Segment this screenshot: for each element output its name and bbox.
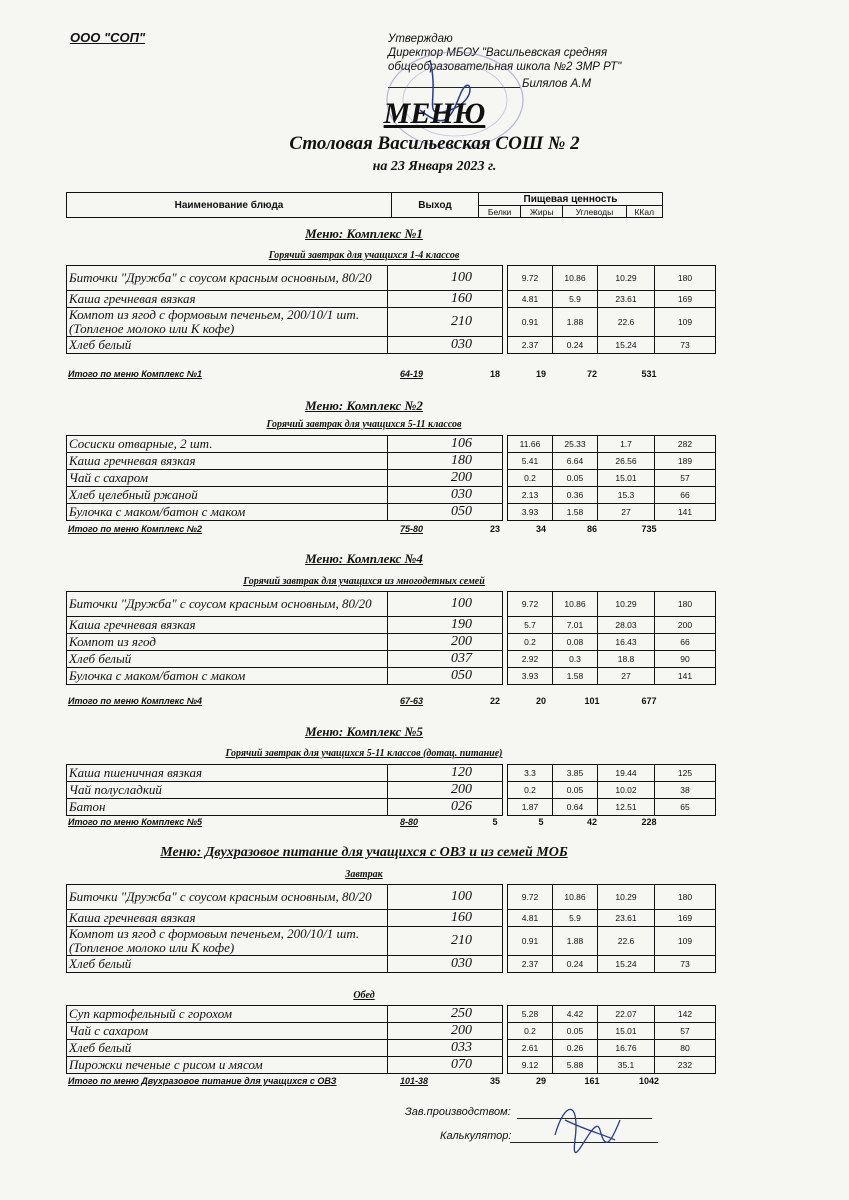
dish-name: Биточки "Дружба" с соусом красным основным, 80/20 (67, 885, 388, 910)
kcal-value: 169 (655, 910, 716, 927)
carbs-value: 27 (598, 504, 655, 521)
protein-value: 9.12 (508, 1057, 553, 1074)
section-total (68, 1076, 668, 1090)
fat-value: 10.86 (553, 266, 598, 291)
total-label: Итого по меню Комплекс №2 (68, 524, 203, 534)
table-row (67, 910, 716, 927)
section-title: Меню: Комплекс №5 (305, 724, 423, 739)
protein-value: 3.93 (508, 668, 553, 685)
kcal-value: 180 (655, 885, 716, 910)
carbs-value: 18.8 (598, 651, 655, 668)
approval-line-2: Директор МБОУ "Васильевская средняя (388, 47, 608, 59)
dish-name: Булочка с маком/батон с маком (67, 668, 388, 685)
section-total (68, 696, 668, 710)
fat-value: 1.58 (553, 668, 598, 685)
dish-output: 037 (388, 651, 503, 668)
kcal-value: 232 (655, 1057, 716, 1074)
page-title: МЕНЮ (383, 97, 486, 130)
organization-name: ООО "СОП" (70, 30, 146, 45)
dish-output: 100 (388, 885, 503, 910)
fat-value: 0.05 (553, 1023, 598, 1040)
total-kcal: 531 (641, 369, 657, 379)
fat-value: 7.01 (553, 617, 598, 634)
protein-value: 0.2 (508, 634, 553, 651)
dish-name: Хлеб целебный ржаной (67, 487, 388, 504)
dish-output: 030 (388, 487, 503, 504)
table-row (67, 782, 716, 799)
table-row (67, 487, 716, 504)
menu-date: на 23 Января 2023 г. (372, 159, 497, 174)
protein-value: 9.72 (508, 885, 553, 910)
header-carbs: Углеводы (563, 206, 626, 218)
protein-value: 2.37 (508, 956, 553, 973)
fat-value: 5.88 (553, 1057, 598, 1074)
dish-output: 180 (388, 453, 503, 470)
total-kcal: 735 (641, 524, 657, 534)
fat-value: 25.33 (553, 436, 598, 453)
kcal-value: 125 (655, 765, 716, 782)
section-total (68, 817, 668, 831)
section-title: Меню: Комплекс №4 (305, 551, 423, 566)
table-row (67, 504, 716, 521)
section-title: Меню: Комплекс №2 (305, 398, 423, 413)
carbs-value: 22.07 (598, 1006, 655, 1023)
total-carbs: 101 (584, 696, 600, 706)
canteen-name: Столовая Васильевская СОШ № 2 (289, 133, 580, 154)
dish-output: 210 (388, 927, 503, 956)
menu-table (66, 435, 716, 521)
total-output: 64-19 (400, 369, 424, 379)
total-protein: 35 (489, 1076, 500, 1086)
protein-value: 3.3 (508, 765, 553, 782)
carbs-value: 16.76 (598, 1040, 655, 1057)
dish-output: 160 (388, 291, 503, 308)
dish-output: 200 (388, 470, 503, 487)
protein-value: 4.81 (508, 910, 553, 927)
dish-name: Каша гречневая вязкая (67, 617, 388, 634)
fat-value: 10.86 (553, 885, 598, 910)
table-row (67, 1006, 716, 1023)
carbs-value: 15.01 (598, 1023, 655, 1040)
table-row (67, 1057, 716, 1074)
footer-signature (545, 1090, 625, 1155)
total-carbs: 72 (586, 369, 597, 379)
total-label: Итого по меню Комплекс №4 (68, 696, 203, 706)
carbs-value: 10.29 (598, 592, 655, 617)
dish-name: Чай полусладкий (67, 782, 388, 799)
dish-output: 033 (388, 1040, 503, 1057)
protein-value: 2.92 (508, 651, 553, 668)
kcal-value: 73 (655, 956, 716, 973)
section-subtitle: Горячий завтрак для учащихся 5-11 классов (дотац. питание) (225, 748, 503, 759)
carbs-value: 28.03 (598, 617, 655, 634)
table-row (67, 337, 716, 354)
total-protein: 5 (492, 817, 498, 827)
table-row (67, 1023, 716, 1040)
total-fat: 29 (535, 1076, 546, 1086)
fat-value: 0.05 (553, 470, 598, 487)
carbs-value: 10.02 (598, 782, 655, 799)
dish-output: 100 (388, 266, 503, 291)
protein-value: 2.37 (508, 337, 553, 354)
menu-table (66, 591, 716, 685)
dish-output: 070 (388, 1057, 503, 1074)
fat-value: 5.9 (553, 910, 598, 927)
protein-value: 0.2 (508, 470, 553, 487)
kcal-value: 180 (655, 266, 716, 291)
table-row (67, 308, 716, 337)
dish-name: Чай с сахаром (67, 470, 388, 487)
total-carbs: 42 (586, 817, 597, 827)
kcal-value: 141 (655, 504, 716, 521)
kcal-value: 57 (655, 470, 716, 487)
fat-value: 0.24 (553, 337, 598, 354)
total-label: Итого по меню Комплекс №5 (68, 817, 203, 827)
dish-output: 100 (388, 592, 503, 617)
header-dish: Наименование блюда (67, 193, 392, 218)
dish-name: Сосиски отварные, 2 шт. (67, 436, 388, 453)
carbs-value: 12.51 (598, 799, 655, 816)
table-row (67, 1040, 716, 1057)
dish-name: Хлеб белый (67, 337, 388, 354)
section-subtitle: Горячий завтрак для учащихся 5-11 классов (266, 419, 462, 430)
fat-value: 1.88 (553, 927, 598, 956)
kcal-value: 282 (655, 436, 716, 453)
table-row (67, 927, 716, 956)
dish-name: Батон (67, 799, 388, 816)
total-fat: 20 (535, 696, 546, 706)
fat-value: 0.05 (553, 782, 598, 799)
dish-name: Биточки "Дружба" с соусом красным основным, 80/20 (67, 266, 388, 291)
protein-value: 5.28 (508, 1006, 553, 1023)
kcal-value: 38 (655, 782, 716, 799)
kcal-value: 80 (655, 1040, 716, 1057)
fat-value: 10.86 (553, 592, 598, 617)
total-output: 75-80 (400, 524, 424, 534)
table-header (66, 192, 663, 218)
carbs-value: 23.61 (598, 910, 655, 927)
fat-value: 0.08 (553, 634, 598, 651)
protein-value: 4.81 (508, 291, 553, 308)
dish-name: Компот из ягод с формовым печеньем, 200/10/1 шт. (Топленое молоко или К кофе) (67, 308, 388, 337)
kcal-value: 66 (655, 487, 716, 504)
total-fat: 34 (535, 524, 546, 534)
dish-name: Булочка с маком/батон с маком (67, 504, 388, 521)
dish-output: 030 (388, 956, 503, 973)
kcal-value: 169 (655, 291, 716, 308)
production-manager-label: Зав.производством: (405, 1106, 511, 1118)
dish-name: Биточки "Дружба" с соусом красным основным, 80/20 (67, 592, 388, 617)
fat-value: 0.64 (553, 799, 598, 816)
kcal-value: 141 (655, 668, 716, 685)
protein-value: 0.2 (508, 1023, 553, 1040)
protein-value: 11.66 (508, 436, 553, 453)
dish-output: 160 (388, 910, 503, 927)
menu-table (66, 884, 716, 973)
kcal-value: 180 (655, 592, 716, 617)
carbs-value: 15.3 (598, 487, 655, 504)
protein-value: 9.72 (508, 266, 553, 291)
total-label: Итого по меню Двухразовое питание для учащихся с ОВЗ (68, 1076, 337, 1086)
kcal-value: 189 (655, 453, 716, 470)
table-row (67, 765, 716, 782)
kcal-value: 90 (655, 651, 716, 668)
menu-table (66, 764, 716, 816)
table-row (67, 291, 716, 308)
dish-output: 250 (388, 1006, 503, 1023)
fat-value: 6.64 (553, 453, 598, 470)
dish-output: 050 (388, 668, 503, 685)
fat-value: 5.9 (553, 291, 598, 308)
kcal-value: 200 (655, 617, 716, 634)
dish-output: 200 (388, 634, 503, 651)
carbs-value: 22.6 (598, 308, 655, 337)
protein-value: 1.87 (508, 799, 553, 816)
total-label: Итого по меню Комплекс №1 (68, 369, 203, 379)
menu-table (66, 1005, 716, 1074)
protein-value: 3.93 (508, 504, 553, 521)
section-title: Меню: Двухразовое питание для учащихся с ОВЗ и из семей МОБ (160, 845, 568, 860)
carbs-value: 15.24 (598, 337, 655, 354)
section-subtitle: Завтрак (345, 869, 383, 880)
table-row (67, 592, 716, 617)
menu-table (66, 265, 716, 354)
total-carbs: 86 (586, 524, 597, 534)
table-row (67, 436, 716, 453)
dish-output: 120 (388, 765, 503, 782)
dish-name: Каша гречневая вязкая (67, 453, 388, 470)
fat-value: 0.24 (553, 956, 598, 973)
total-protein: 18 (489, 369, 500, 379)
dish-output: 190 (388, 617, 503, 634)
section-title: Меню: Комплекс №1 (305, 226, 423, 241)
total-fat: 5 (538, 817, 544, 827)
table-row (67, 470, 716, 487)
carbs-value: 1.7 (598, 436, 655, 453)
table-row (67, 634, 716, 651)
section-total (68, 369, 668, 383)
dish-output: 050 (388, 504, 503, 521)
fat-value: 0.26 (553, 1040, 598, 1057)
fat-value: 0.36 (553, 487, 598, 504)
total-protein: 23 (489, 524, 500, 534)
carbs-value: 15.01 (598, 470, 655, 487)
carbs-value: 23.61 (598, 291, 655, 308)
section-subtitle: Горячий завтрак для учащихся из многодетных семей (243, 576, 485, 587)
total-protein: 22 (489, 696, 500, 706)
table-row (67, 266, 716, 291)
header-nutrition: Пищевая ценность (479, 193, 663, 206)
dish-name: Компот из ягод (67, 634, 388, 651)
fat-value: 3.85 (553, 765, 598, 782)
dish-output: 026 (388, 799, 503, 816)
dish-output: 210 (388, 308, 503, 337)
header-protein: Белки (479, 206, 521, 218)
dish-name: Суп картофельный с горохом (67, 1006, 388, 1023)
dish-name: Каша пшеничная вязкая (67, 765, 388, 782)
section-subtitle-2: Обед (353, 990, 375, 1001)
table-row (67, 885, 716, 910)
section-subtitle: Горячий завтрак для учащихся 1-4 классов (268, 250, 460, 261)
fat-value: 1.58 (553, 504, 598, 521)
header-kcal: ККал (626, 206, 662, 218)
director-name: Билялов А.М (522, 78, 592, 90)
dish-output: 030 (388, 337, 503, 354)
kcal-value: 73 (655, 337, 716, 354)
carbs-value: 35.1 (598, 1057, 655, 1074)
total-fat: 19 (535, 369, 546, 379)
table-row (67, 668, 716, 685)
protein-value: 2.61 (508, 1040, 553, 1057)
dish-name: Компот из ягод с формовым печеньем, 200/10/1 шт. (Топленое молоко или К кофе) (67, 927, 388, 956)
dish-output: 200 (388, 1023, 503, 1040)
dish-name: Каша гречневая вязкая (67, 291, 388, 308)
fat-value: 1.88 (553, 308, 598, 337)
total-carbs: 161 (584, 1076, 600, 1086)
dish-name: Хлеб белый (67, 1040, 388, 1057)
carbs-value: 19.44 (598, 765, 655, 782)
carbs-value: 10.29 (598, 266, 655, 291)
calculator-label: Калькулятор: (440, 1130, 512, 1142)
carbs-value: 10.29 (598, 885, 655, 910)
approval-line-3: общеобразовательная школа №2 ЗМР РТ" (388, 61, 622, 73)
table-row (67, 617, 716, 634)
protein-value: 0.91 (508, 927, 553, 956)
total-output: 67-63 (400, 696, 424, 706)
total-kcal: 677 (641, 696, 657, 706)
kcal-value: 57 (655, 1023, 716, 1040)
protein-value: 9.72 (508, 592, 553, 617)
table-row (67, 651, 716, 668)
dish-output: 200 (388, 782, 503, 799)
total-kcal: 1042 (638, 1076, 660, 1086)
kcal-value: 142 (655, 1006, 716, 1023)
total-output: 101-38 (400, 1076, 429, 1086)
table-row (67, 799, 716, 816)
carbs-value: 26.56 (598, 453, 655, 470)
total-kcal: 228 (641, 817, 657, 827)
protein-value: 2.13 (508, 487, 553, 504)
approval-line-1: Утверждаю (388, 33, 453, 45)
kcal-value: 66 (655, 634, 716, 651)
dish-name: Хлеб белый (67, 651, 388, 668)
fat-value: 4.42 (553, 1006, 598, 1023)
header-fat: Жиры (521, 206, 563, 218)
dish-name: Хлеб белый (67, 956, 388, 973)
dish-name: Пирожки печеные с рисом и мясом (67, 1057, 388, 1074)
protein-value: 0.2 (508, 782, 553, 799)
carbs-value: 27 (598, 668, 655, 685)
carbs-value: 15.24 (598, 956, 655, 973)
carbs-value: 22.6 (598, 927, 655, 956)
dish-name: Чай с сахаром (67, 1023, 388, 1040)
protein-value: 5.7 (508, 617, 553, 634)
fat-value: 0.3 (553, 651, 598, 668)
header-output: Выход (392, 193, 479, 218)
protein-value: 5.41 (508, 453, 553, 470)
kcal-value: 109 (655, 308, 716, 337)
kcal-value: 65 (655, 799, 716, 816)
dish-name: Каша гречневая вязкая (67, 910, 388, 927)
kcal-value: 109 (655, 927, 716, 956)
table-row (67, 956, 716, 973)
section-total (68, 524, 668, 538)
table-row (67, 453, 716, 470)
protein-value: 0.91 (508, 308, 553, 337)
total-output: 8-80 (400, 817, 419, 827)
dish-output: 106 (388, 436, 503, 453)
carbs-value: 16.43 (598, 634, 655, 651)
